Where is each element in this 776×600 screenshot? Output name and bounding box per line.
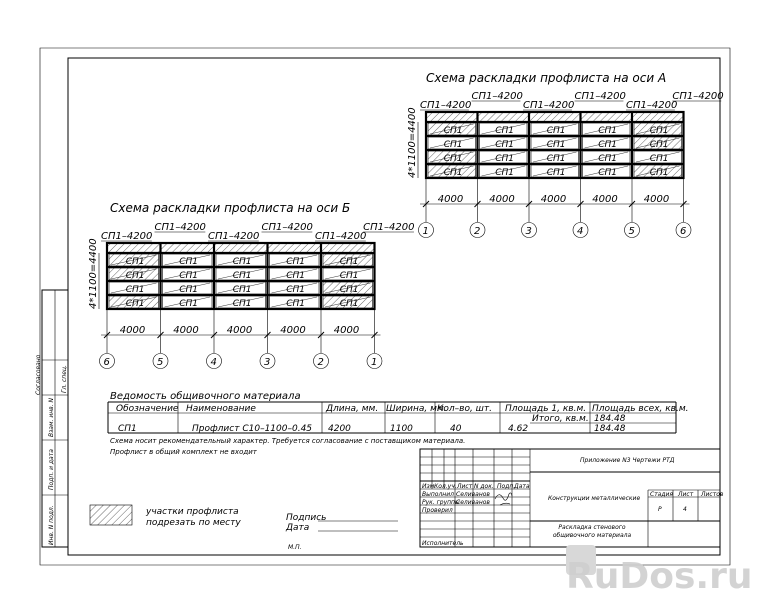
title-block-grid bbox=[420, 449, 530, 547]
table-header-width: Ширина, мм. bbox=[386, 404, 447, 414]
scheme_a-cell-label: СП1 bbox=[598, 140, 618, 150]
tb-col-kol: Кол.уч. bbox=[434, 483, 457, 490]
scheme_b-cell-label: СП1 bbox=[179, 271, 199, 281]
table-header-designation: Обозначение bbox=[116, 404, 179, 414]
scheme_b-top-label: СП1–4200 bbox=[101, 231, 153, 242]
scheme_a-cell-label: СП1 bbox=[649, 154, 669, 164]
scheme_a-height-dim: 4*1100=4400 bbox=[407, 107, 418, 178]
scheme_a-cell-label: СП1 bbox=[546, 126, 566, 136]
scheme_a-cell-label: СП1 bbox=[598, 154, 618, 164]
strip-label-replace: Взам. инв. N bbox=[48, 398, 55, 437]
note-not-included: Профлист в общий комплект не входит bbox=[110, 448, 257, 456]
scheme_b-span-dim: 4000 bbox=[173, 325, 199, 336]
signature-label: Подпись bbox=[286, 513, 327, 523]
scheme_a-cell-label: СП1 bbox=[598, 168, 618, 178]
scheme_b-cell-label: СП1 bbox=[179, 299, 199, 309]
scheme_a-top-hatch bbox=[426, 112, 684, 122]
scheme_b-height-dim: 4*1100=4400 bbox=[88, 238, 99, 309]
strip-label-chief: Гл. спец. bbox=[61, 365, 68, 393]
tb-name-group-lead: Селиванов bbox=[456, 499, 490, 506]
scheme_a-span-dim: 4000 bbox=[540, 194, 567, 205]
handwritten-signature bbox=[495, 493, 512, 505]
table-header-area-total: Площадь всех, кв.м. bbox=[592, 404, 689, 414]
tb-col-podp: Подп. bbox=[497, 483, 516, 490]
tb-col-date: Дата bbox=[514, 483, 530, 490]
scheme_a-top-label: СП1–4200 bbox=[420, 100, 472, 111]
tb-sheet-header: Лист bbox=[678, 491, 694, 498]
table-header-qty: Кол–во, шт. bbox=[437, 404, 493, 414]
legend-hatch-swatch bbox=[90, 505, 132, 525]
title-block bbox=[420, 449, 724, 547]
tb-stage-value: Р bbox=[658, 506, 662, 513]
legend-line-2: подрезать по месту bbox=[146, 518, 241, 528]
scheme_a-axis-label: 4 bbox=[577, 226, 584, 237]
scheme_a-cell-label: СП1 bbox=[443, 154, 463, 164]
scheme_b-top-label: СП1–4200 bbox=[261, 222, 313, 233]
scheme_b-cell-label: СП1 bbox=[125, 299, 145, 309]
scheme_a-cell-label: СП1 bbox=[546, 140, 566, 150]
scheme-b bbox=[88, 201, 414, 369]
table-cell-width: 1100 bbox=[390, 424, 413, 434]
scheme_a-axis-label: 2 bbox=[474, 226, 481, 237]
tb-role-checked: Проверил bbox=[422, 507, 453, 514]
scheme-b-title: Схема раскладки профлиста на оси Б bbox=[110, 201, 351, 215]
tb-name-performed: Селиванов bbox=[456, 491, 490, 498]
table-cell-name: Профлист С10–1100–0.45 bbox=[192, 424, 313, 434]
scheme_b-cell-label: СП1 bbox=[232, 299, 252, 309]
scheme_b-cell-label: СП1 bbox=[339, 271, 359, 281]
scheme_b-cell-label: СП1 bbox=[125, 285, 145, 295]
scheme_a-cell-label: СП1 bbox=[443, 168, 463, 178]
table-title: Ведомость общивочного материала bbox=[110, 391, 301, 402]
table-header-length: Длина, мм. bbox=[326, 404, 379, 414]
scheme_a-cell-label: СП1 bbox=[598, 126, 618, 136]
scheme_b-axis-label: 1 bbox=[371, 357, 378, 368]
scheme-a-grid bbox=[407, 91, 724, 238]
scheme_b-axis-label: 5 bbox=[157, 357, 164, 368]
stamp-mark-label: М.П. bbox=[288, 544, 302, 551]
table-cell-area1: 4.62 bbox=[508, 424, 529, 434]
signature-area bbox=[285, 513, 398, 551]
scheme_b-cell-label: СП1 bbox=[179, 285, 199, 295]
scheme_a-cell-label: СП1 bbox=[495, 154, 515, 164]
scheme_b-top-label: СП1–4200 bbox=[154, 222, 206, 233]
scheme_a-top-label: СП1–4200 bbox=[574, 91, 626, 102]
scheme_b-cell-label: СП1 bbox=[125, 271, 145, 281]
scheme_b-axis-label: 2 bbox=[317, 357, 324, 368]
table-cell-area-total: 184.48 bbox=[594, 424, 626, 434]
scheme_b-cell-label: СП1 bbox=[286, 299, 306, 309]
scheme_b-top-label: СП1–4200 bbox=[315, 231, 367, 242]
scheme_a-cell-label: СП1 bbox=[546, 168, 566, 178]
scheme_a-span-dim: 4000 bbox=[437, 194, 464, 205]
table-total-value: 184.48 bbox=[594, 414, 626, 424]
strip-label-agreed: Согласовано bbox=[35, 354, 42, 395]
scheme_b-top-hatch bbox=[107, 243, 375, 253]
scheme_a-axis-label: 5 bbox=[628, 226, 635, 237]
scheme_a-span-dim: 4000 bbox=[592, 194, 618, 205]
tb-drawing-name: Раскладка стенового общивочного материала bbox=[552, 524, 632, 539]
table-cell-qty: 40 bbox=[450, 424, 462, 434]
scheme_a-top-label: СП1–4200 bbox=[523, 100, 575, 111]
scheme_b-top-label: СП1–4200 bbox=[363, 222, 415, 233]
tb-col-list: Лист bbox=[457, 483, 473, 490]
scheme_a-cell-label: СП1 bbox=[443, 126, 463, 136]
tb-sheets-header: Листов bbox=[701, 491, 724, 498]
tb-app-title: Приложение N3 Чертежи РТД bbox=[580, 457, 675, 464]
scheme_b-cell-label: СП1 bbox=[339, 299, 359, 309]
strip-label-sign-date: Подп. и дата bbox=[48, 449, 55, 490]
scheme_b-span-dim: 4000 bbox=[280, 325, 306, 336]
scheme_b-axis-label: 6 bbox=[103, 357, 110, 368]
tb-role-executor: Исполнитель bbox=[422, 540, 464, 547]
table-cell-length: 4200 bbox=[328, 424, 351, 434]
tb-stage-header: Стадия bbox=[650, 491, 674, 498]
scheme_b-span-dim: 4000 bbox=[333, 325, 360, 336]
scheme_a-span-dim: 4000 bbox=[489, 194, 515, 205]
scheme_b-span-dim: 4000 bbox=[226, 325, 253, 336]
tb-role-performed: Выполнил bbox=[422, 491, 454, 498]
scheme_b-cell-label: СП1 bbox=[232, 257, 252, 267]
watermark bbox=[566, 545, 752, 597]
scheme_b-cell-label: СП1 bbox=[286, 271, 306, 281]
scheme_b-cell-label: СП1 bbox=[339, 257, 359, 267]
table-header-area1: Площадь 1, кв.м. bbox=[505, 404, 587, 414]
table-cell-designation: СП1 bbox=[118, 424, 137, 434]
scheme_a-axis-label: 6 bbox=[680, 226, 687, 237]
scheme-a bbox=[407, 71, 724, 238]
scheme-b-grid bbox=[88, 222, 414, 369]
note-recommendation: Схема носит рекомендательный характер. Требуется согласование с поставщиком материала. bbox=[110, 437, 466, 445]
tb-role-group-lead: Рук. группы bbox=[422, 499, 460, 506]
scheme_a-cell-label: СП1 bbox=[495, 126, 515, 136]
date-label: Дата bbox=[286, 523, 310, 533]
scheme_a-axis-label: 1 bbox=[422, 226, 429, 237]
table-total-label: Итого, кв.м. bbox=[532, 414, 589, 424]
scheme_a-top-label: СП1–4200 bbox=[471, 91, 523, 102]
scheme_a-cell-label: СП1 bbox=[495, 140, 515, 150]
legend-line-1: участки профлиста bbox=[146, 507, 239, 517]
scheme_b-cell-label: СП1 bbox=[179, 257, 199, 267]
scheme_b-span-dim: 4000 bbox=[119, 325, 146, 336]
scheme_b-top-label: СП1–4200 bbox=[208, 231, 260, 242]
scheme_a-cell-label: СП1 bbox=[649, 140, 669, 150]
table-header-name: Наименование bbox=[186, 404, 256, 414]
scheme_b-cell-label: СП1 bbox=[339, 285, 359, 295]
scheme_a-cell-label: СП1 bbox=[546, 154, 566, 164]
watermark-text: RuDos.ru bbox=[566, 556, 753, 597]
legend bbox=[90, 505, 241, 528]
scheme_a-top-label: СП1–4200 bbox=[672, 91, 724, 102]
scheme_a-span-dim: 4000 bbox=[643, 194, 670, 205]
scheme_b-cell-label: СП1 bbox=[232, 285, 252, 295]
scheme_a-cell-label: СП1 bbox=[495, 168, 515, 178]
scheme-a-title: Схема раскладки профлиста на оси А bbox=[426, 71, 667, 85]
strip-label-inv: Инв. N подл. bbox=[48, 505, 55, 545]
scheme_b-cell-label: СП1 bbox=[232, 271, 252, 281]
scheme_a-top-label: СП1–4200 bbox=[626, 100, 678, 111]
scheme_b-cell-label: СП1 bbox=[286, 257, 306, 267]
scheme_a-axis-label: 3 bbox=[525, 226, 532, 237]
scheme_b-cell-label: СП1 bbox=[125, 257, 145, 267]
material-table bbox=[108, 390, 689, 434]
scheme_a-cell-label: СП1 bbox=[649, 126, 669, 136]
tb-col-izm: Изм. bbox=[422, 483, 437, 490]
scheme_b-cell-label: СП1 bbox=[286, 285, 306, 295]
scheme_a-cell-label: СП1 bbox=[443, 140, 463, 150]
tb-sheet-value: 4 bbox=[683, 506, 687, 513]
scheme_b-axis-label: 4 bbox=[210, 357, 217, 368]
scheme_a-cell-label: СП1 bbox=[649, 168, 669, 178]
tb-project-name: Конструкции металлические bbox=[548, 495, 641, 502]
scheme_b-axis-label: 3 bbox=[264, 357, 271, 368]
tb-col-ndoc: N док. bbox=[474, 483, 494, 490]
